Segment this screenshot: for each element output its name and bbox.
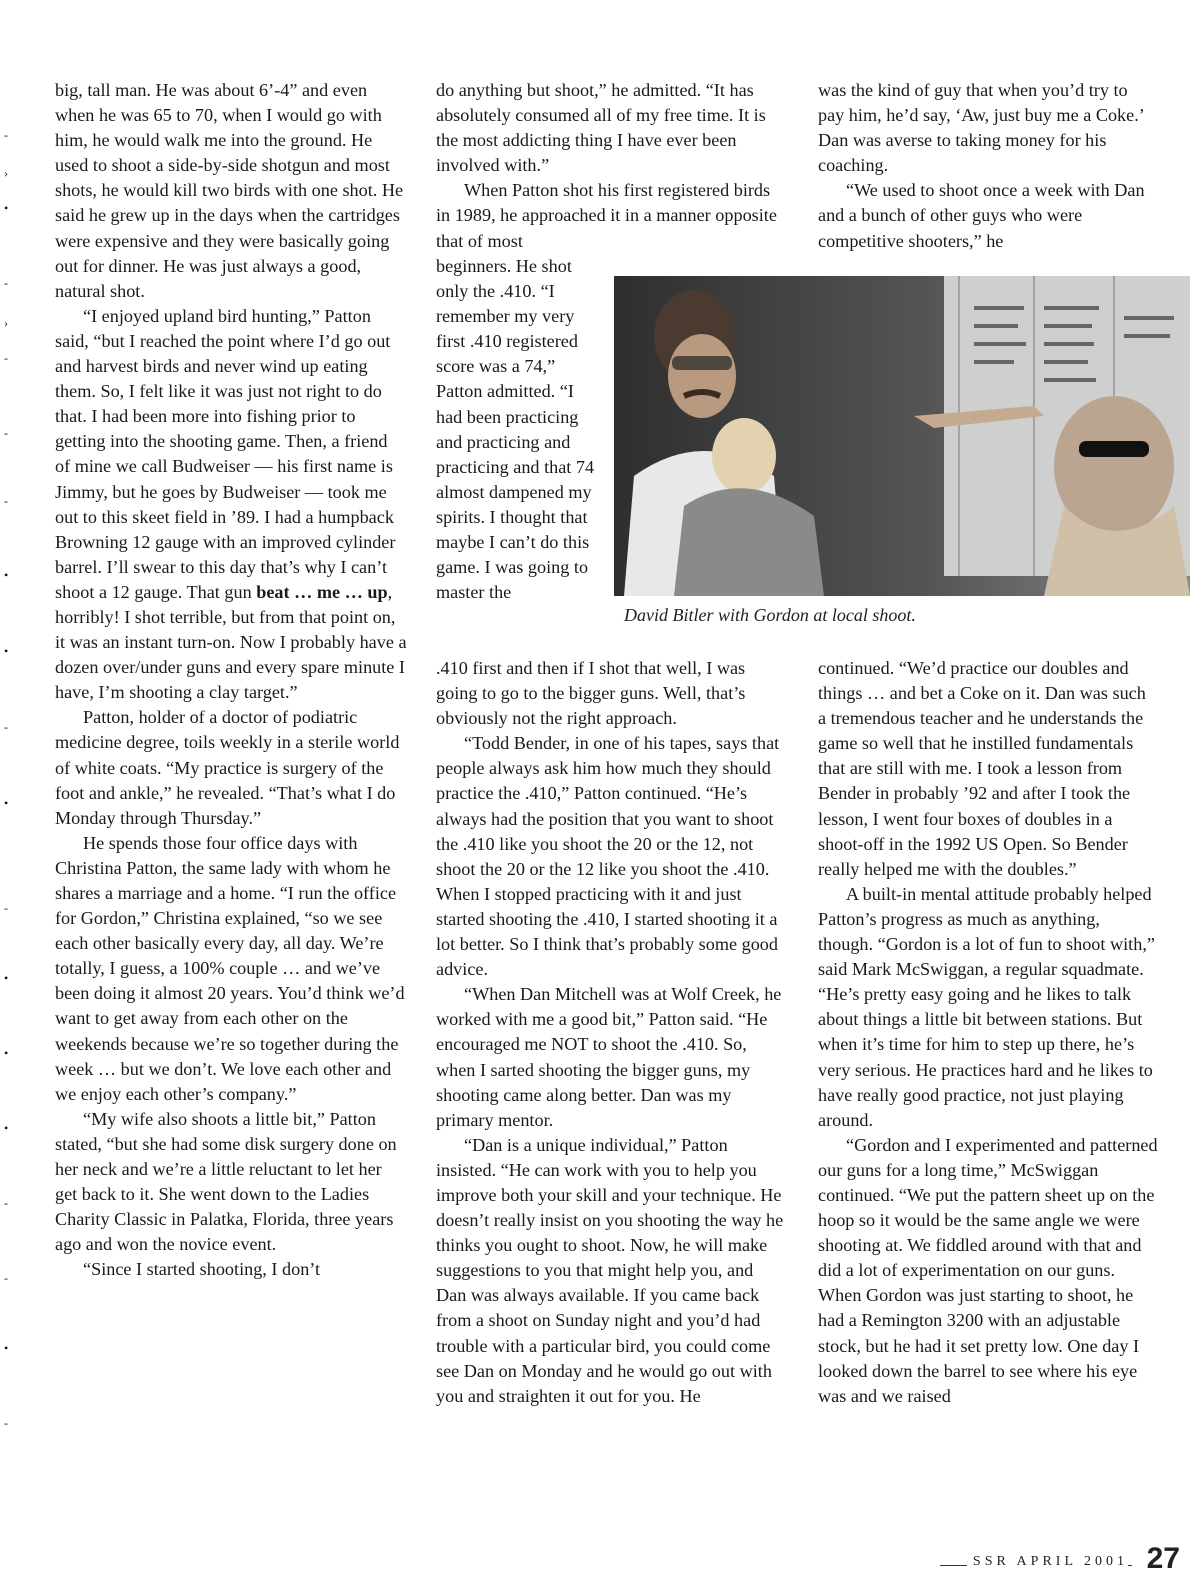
paragraph: He spends those four office days with Christina Patton, the same lady with whom he shares a marriage and a home. “I run the office for Gordon,” Christina explained, “so we see each other basically every day, all day. We’re totally, I guess, a 100% couple … and we’ve been doing it almost 20 years. You’d think we’d want to get away from each other on the weekends because we’re so together during the week … but we don’t. We love each other and we enjoy each other’s company.” [55,832,405,1104]
paragraph: “When Dan Mitchell was at Wolf Creek, he worked with me a good bit,” Patton said. “He encouraged me NOT to shoot the .410. So, when I sarted shooting the bigger guns, my shooting came along better. Dan was my primary mentor. [436,984,782,1130]
magazine-issue: SSR APRIL 2001 [967,1554,1128,1570]
binding-mark: - [4,128,8,142]
binding-marks [0,0,20,1583]
article-column-2-wrap [436,254,604,605]
article-photo [614,276,1190,596]
binding-mark: • [4,796,9,810]
paragraph: “We used to shoot once a week with Dan and a bunch of other guys who were competitive shooters,” he [818,180,1145,251]
binding-mark: - [4,426,8,440]
paragraph: A built-in mental attitude probably helped Patton’s progress as much as anything, though. “Gordon is a lot of fun to shoot with,” said Mark McSwiggan, a regular squadmate. “He’s pretty easy going and he likes to talk about things a little bit between stations. But when it’s time for him to step up there, he’s very serious. He practices hard and he likes to have really good practice, not just playing around. [818,883,1155,1130]
paragraph: beginners. He shot only the .410. “I remember my very first .410 registered score was a 74,” Patton admitted. “I had been practicing and practicing and practicing and that 74 almost dampened my spirits. I thought that maybe I can’t do this game. I was going to master the [436,256,595,603]
paragraph: “Dan is a unique individual,” Patton insisted. “He can work with you to help you improve both your skill and your technique. He doesn’t really insist on you shooting the way he thinks you ought to shoot. Now, he will make suggestions to you that might help you, and Dan was always available. If you came back from a shoot on Sunday night and you’d had trouble with a particular bird, you could come see Dan on Monday and he would go out with you and straighten it out for you. He [436,1134,784,1406]
article-column-3-bottom [818,656,1158,1409]
article-column-1 [55,78,407,1283]
paragraph: .410 first and then if I shot that well, I was going to go to the bigger guns. Well, that’s obviously not the right approach. [436,658,746,729]
paragraph: do anything but shoot,” he admitted. “It has absolutely consumed all of my free time. It is the most addicting thing I have ever been involved with.” [436,80,766,176]
page-footer [940,1542,1190,1578]
article-column-2-bottom [436,656,788,1409]
photo-caption: David Bitler with Gordon at local shoot. [624,605,916,625]
paragraph: continued. “We’d practice our doubles and things … and bet a Coke on it. Dan was such a tremendous teacher and he understands the game so well that he instilled fundamentals that are still with me. I took a lesson from Bender in probably ’92 and after I took the lesson, I went four boxes of doubles in a shoot-off in the 1992 US Open. So Bender really helped me with the doubles.” [818,658,1146,879]
binding-mark: • [4,644,9,658]
binding-mark: - [4,494,8,508]
binding-mark: - [4,1196,8,1210]
binding-mark: • [4,1121,9,1135]
binding-mark: • [4,971,9,985]
paragraph: When Patton shot his first registered birds in 1989, he approached it in a manner opposite that of most [436,180,777,251]
paragraph: “I enjoyed upland bird hunting,” Patton said, “but I reached the point where I’d go out and harvest birds and never wind up eating them. So, I felt like it was just not right to do that. I had been more into fishing prior to getting into the shooting game. Then, a friend of mine we call Budweiser — his first name is Jimmy, but he goes by Budweiser — took me out to this skeet field in ’89. I had a humpback Browning 12 gauge with an improved cylinder barrel. I’ll swear to this day that’s why I can’t shoot a 12 gauge. That gun beat … me … up, horribly! I shot terrible, but from that point on, it was an instant turn-on. Now I probably have a dozen over/under guns and every spare minute I have, I’m shooting a clay target.” [55,305,407,703]
paragraph: “My wife also shoots a little bit,” Patton stated, “but she had some disk surgery done on her neck and we’re a little reluctant to let her get back to it. She went down to the Ladies Charity Classic in Palatka, Florida, three years ago and won the novice event. [55,1108,397,1255]
binding-mark: › [4,316,8,330]
binding-mark: • [4,568,9,582]
paragraph: “Since I started shooting, I don’t [83,1259,321,1280]
paragraph: big, tall man. He was about 6’-4” and even when he was 65 to 70, when I would go with him, he would walk me into the ground. He used to shoot a side-by-side shotgun and most shots, he would kill two birds with one shot. He said he grew up in the days when the cartridges were expensive and they were basically going out for dinner. He was just always a good, natural shot. [55,80,404,301]
binding-mark: • [4,1341,9,1355]
binding-mark: - [4,351,8,365]
binding-mark: - [4,276,8,290]
binding-mark: • [4,201,9,215]
binding-mark: - [4,1271,8,1285]
emphasis-text: beat … me … up [256,581,388,602]
binding-mark: - [4,901,8,915]
paragraph: was the kind of guy that when you’d try to pay him, he’d say, ‘Aw, just buy me a Coke.’ Dan was averse to taking money for his coaching. [818,80,1144,176]
photo-illustration [614,276,1190,596]
binding-mark: - [4,720,8,734]
paragraph: Patton, holder of a doctor of podiatric medicine degree, toils weekly in a sterile world of white coats. “My practice is surgery of the foot and ankle,” he revealed. “That’s what I do Monday through Thursday.” [55,707,400,828]
binding-mark: › [4,166,8,180]
article-column-2-top [436,78,788,254]
article-column-3-top [818,78,1158,254]
binding-mark: - [4,1416,8,1430]
page-number: 27 [1146,1542,1180,1575]
paragraph: “Todd Bender, in one of his tapes, says that people always ask him how much they should practice the .410,” Patton continued. “He’s always had the position that you want to shoot the .410 like you shoot the 20 or the 12, not shoot the 20 or the 12 like you shoot the .410. When I stopped practicing with it and just started shooting the .410, I started shooting it a lot better. So I think that’s probably some good advice. [436,733,780,980]
binding-mark: • [4,1046,9,1060]
paragraph: “Gordon and I experimented and patterned our guns for a long time,” McSwiggan continued. “We put the pattern sheet up on the hoop so it would be the same angle we were shooting at. We fiddled around with that and did a lot of experimentation on our guns. When Gordon was just starting to shoot, he had a Remington 3200 with an adjustable stock, but he had it set pretty low. One day I looked down the barrel to see where his eye was and we raised [818,1134,1158,1406]
